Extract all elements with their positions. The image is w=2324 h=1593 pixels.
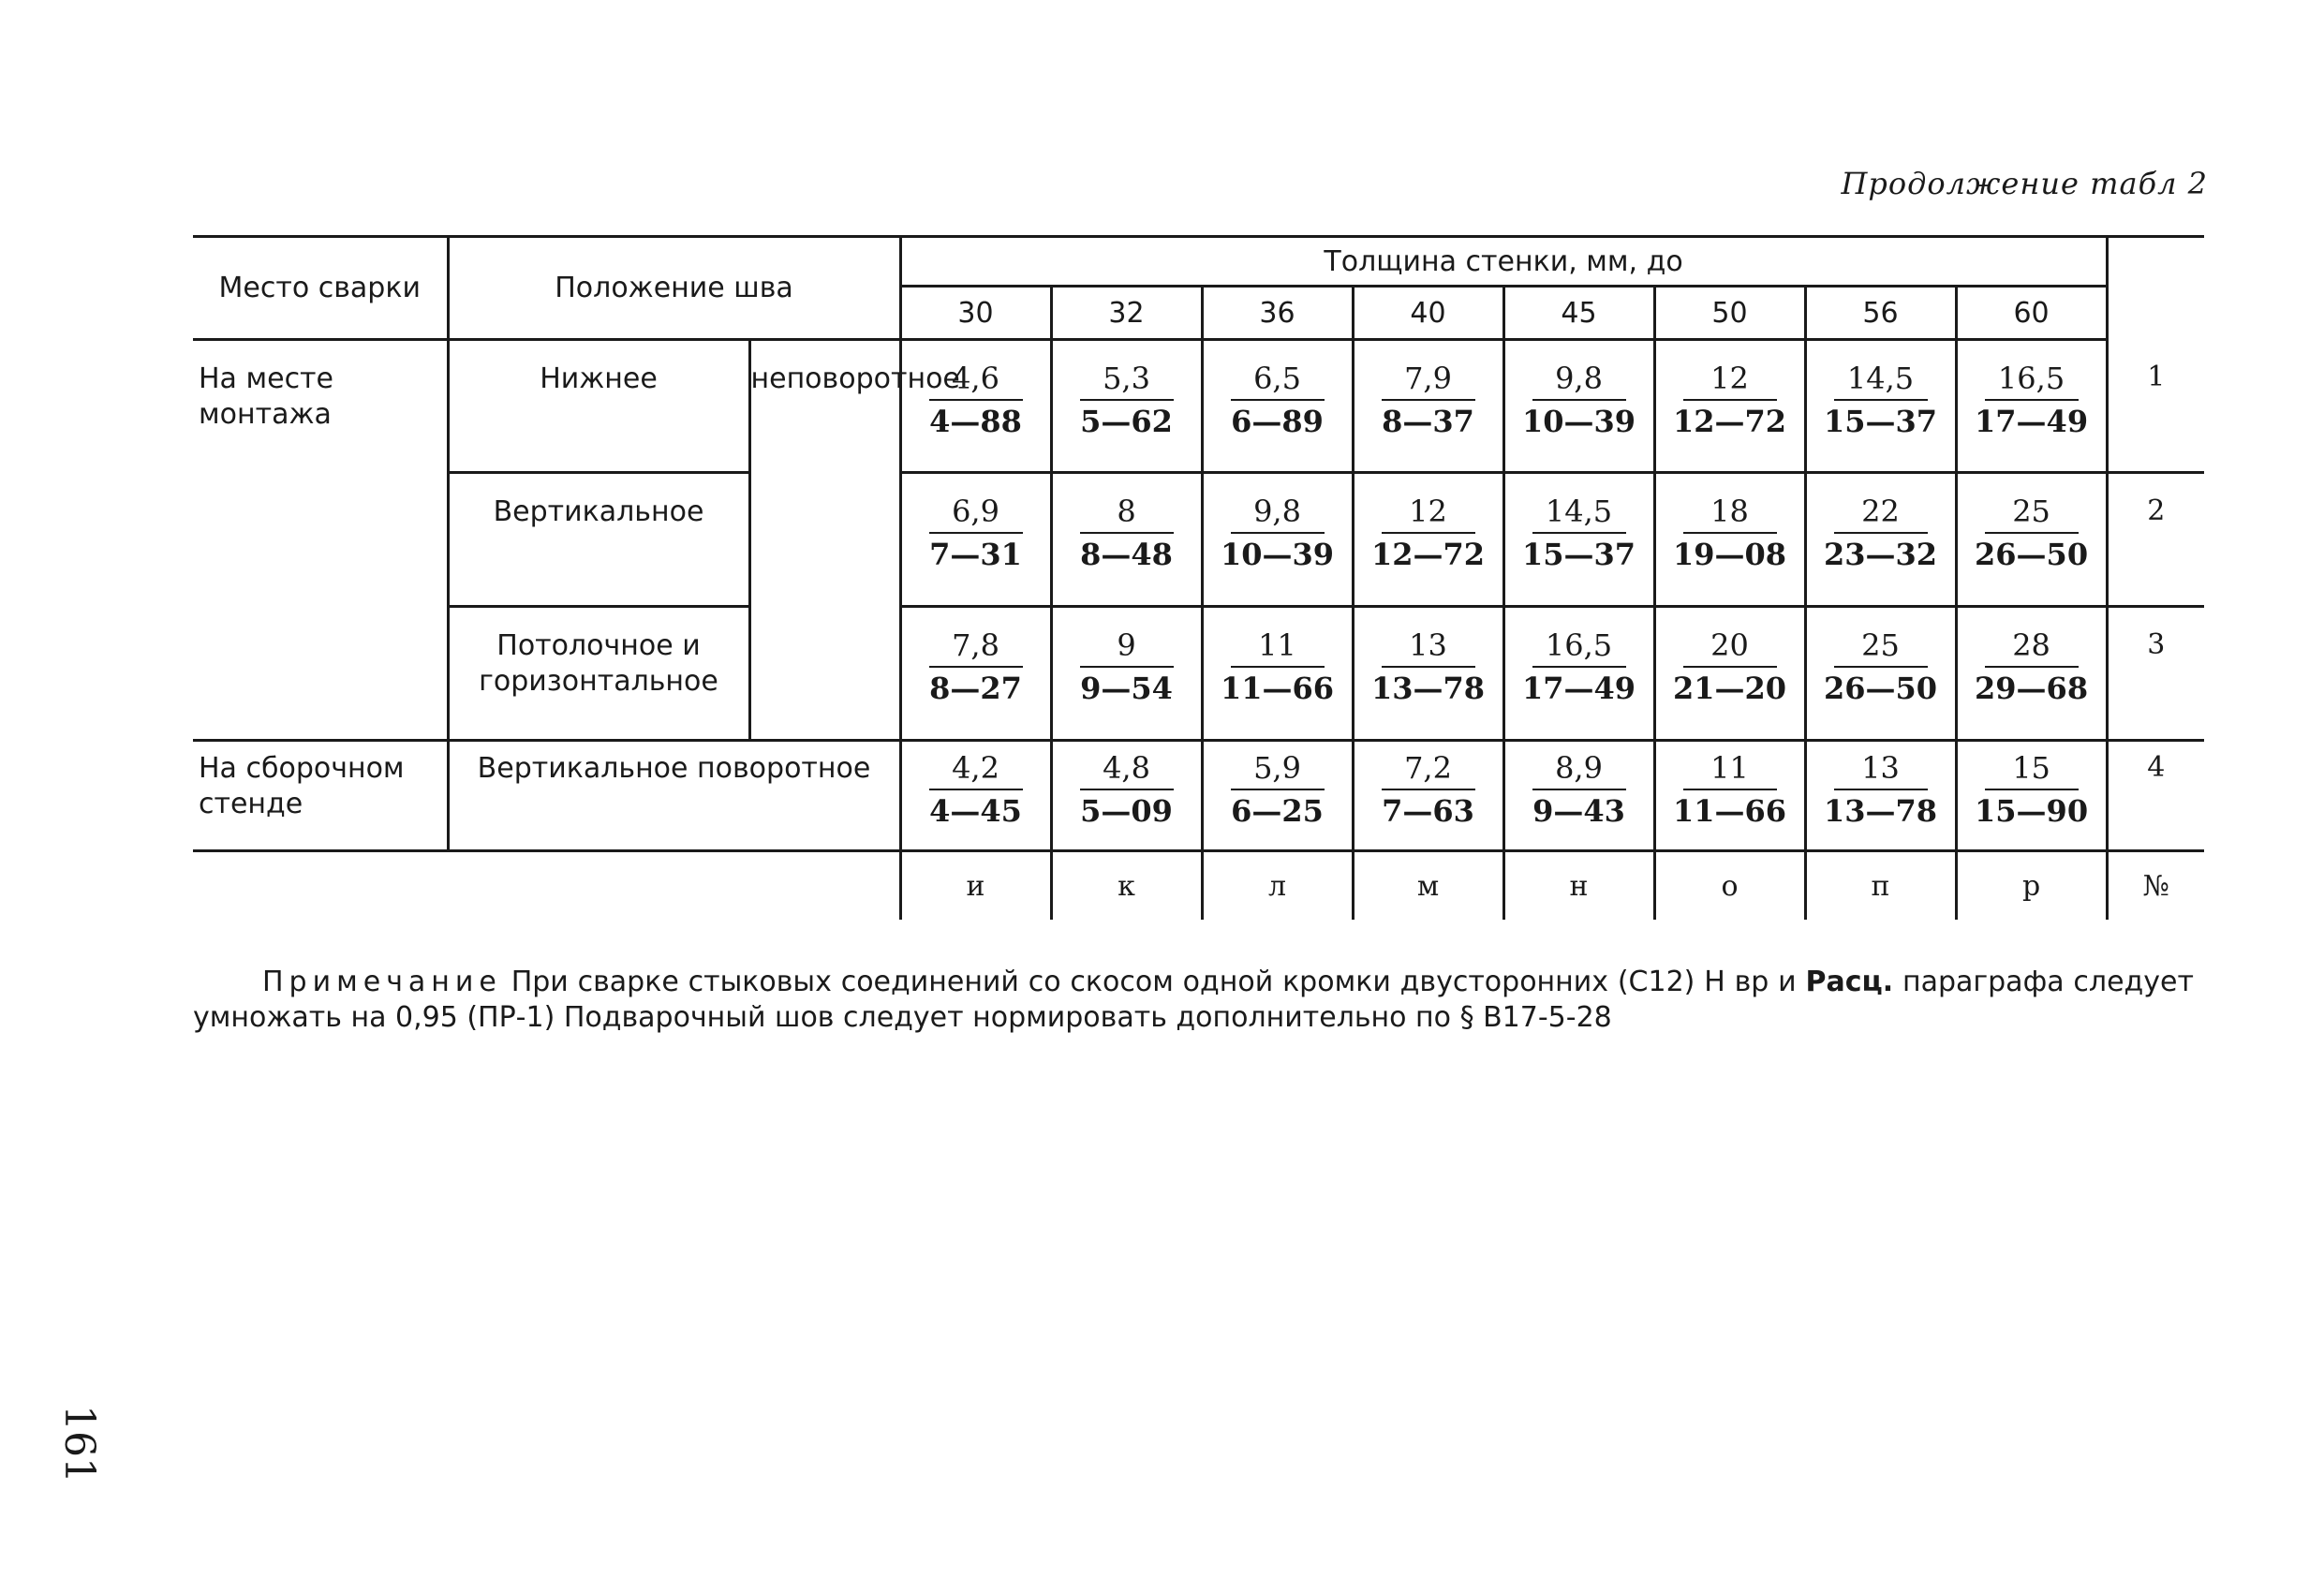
welding-norms-table	[193, 235, 2204, 920]
thickness-56: 56	[1805, 287, 1956, 340]
norm-value: 4,6 4—88	[929, 361, 1022, 439]
norm-value: 14,5 15—37	[1823, 361, 1938, 439]
norm-value: 20 21—20	[1672, 627, 1787, 706]
row-number: 4	[2107, 741, 2204, 851]
thickness-50: 50	[1654, 287, 1805, 340]
norm-value: 9 9—54	[1080, 627, 1173, 706]
column-letter: п	[1805, 851, 1956, 921]
row-number: 3	[2107, 607, 2204, 741]
table-row	[193, 607, 2204, 741]
page-number: 161	[55, 1405, 103, 1483]
norm-value: 13 13—78	[1823, 750, 1938, 829]
table-row	[193, 741, 2204, 851]
norm-value: 25 26—50	[1975, 494, 2089, 572]
norm-value: 9,8 10—39	[1521, 361, 1636, 439]
norm-value: 16,5 17—49	[1521, 627, 1636, 706]
norm-value: 28 29—68	[1975, 627, 2089, 706]
col-header-place: Место сварки	[193, 237, 448, 340]
norm-value: 12 12—72	[1370, 494, 1486, 572]
norm-value: 5,3 5—62	[1080, 361, 1173, 439]
subposition-cell: неповоротное	[749, 340, 900, 741]
thickness-32: 32	[1051, 287, 1202, 340]
norm-value: 22 23—32	[1823, 494, 1938, 572]
thickness-60: 60	[1956, 287, 2107, 340]
note-caption: Примечание	[262, 966, 502, 998]
place-cell: На месте монтажа	[193, 340, 448, 741]
col-header-position: Положение шва	[448, 237, 900, 340]
row-number: 1	[2107, 340, 2204, 473]
note-bold-term: Расц.	[1805, 966, 1894, 998]
norm-value: 12 12—72	[1672, 361, 1787, 439]
norm-value: 15 15—90	[1975, 750, 2089, 829]
table-note	[193, 965, 2194, 1036]
thickness-40: 40	[1353, 287, 1503, 340]
norm-value: 16,5 17—49	[1975, 361, 2089, 439]
norm-value: 13 13—78	[1370, 627, 1486, 706]
column-letter: р	[1956, 851, 2107, 921]
norm-value: 7,9 8—37	[1382, 361, 1474, 439]
col-header-number	[2107, 237, 2204, 340]
place-cell: На сборочном стенде	[193, 741, 448, 851]
norm-value: 7,2 7—63	[1382, 750, 1474, 829]
thickness-30: 30	[900, 287, 1051, 340]
note-text-part1: При сварке стыковых соединений со скосом одной кромки двусторонних (С12) Н вр и	[511, 966, 1797, 998]
norm-value: 9,8 10—39	[1220, 494, 1335, 572]
norm-value: 5,9 6—25	[1231, 750, 1324, 829]
table-row	[193, 473, 2204, 607]
norm-value: 18 19—08	[1672, 494, 1787, 572]
position-cell: Потолочное и горизонтальное	[448, 607, 749, 741]
column-letter: н	[1503, 851, 1654, 921]
column-letter: к	[1051, 851, 1202, 921]
note-text-part2: параграфа следует умножать на 0,95 (ПР-1) Подварочный шов следует нормировать дополнительно по § В17-5-28	[193, 966, 2194, 1034]
norm-value: 4,2 4—45	[929, 750, 1022, 829]
thickness-45: 45	[1503, 287, 1654, 340]
norm-value: 11 11—66	[1220, 627, 1335, 706]
norm-value: 14,5 15—37	[1521, 494, 1636, 572]
table-row	[193, 340, 2204, 473]
norm-value: 11 11—66	[1672, 750, 1787, 829]
norm-value: 8 8—48	[1080, 494, 1173, 572]
col-header-thickness: Толщина стенки, мм, до	[900, 237, 2107, 287]
position-cell: Нижнее	[448, 340, 749, 473]
norm-value: 7,8 8—27	[929, 627, 1022, 706]
row-number: 2	[2107, 473, 2204, 607]
norm-value: 25 26—50	[1823, 627, 1938, 706]
norm-value: 8,9 9—43	[1532, 750, 1625, 829]
position-cell: Вертикальное	[448, 473, 749, 607]
table-continuation-label: Продолжение табл 2	[1841, 166, 2208, 201]
norm-value: 6,9 7—31	[929, 494, 1022, 572]
norm-value: 4,8 5—09	[1080, 750, 1173, 829]
column-letter: м	[1353, 851, 1503, 921]
column-letter: о	[1654, 851, 1805, 921]
column-letter: и	[900, 851, 1051, 921]
column-letter: л	[1202, 851, 1353, 921]
letter-index-row	[193, 851, 2204, 921]
thickness-36: 36	[1202, 287, 1353, 340]
number-label: №	[2142, 869, 2170, 903]
position-cell: Вертикальное поворотное	[448, 741, 900, 851]
norm-value: 6,5 6—89	[1231, 361, 1324, 439]
